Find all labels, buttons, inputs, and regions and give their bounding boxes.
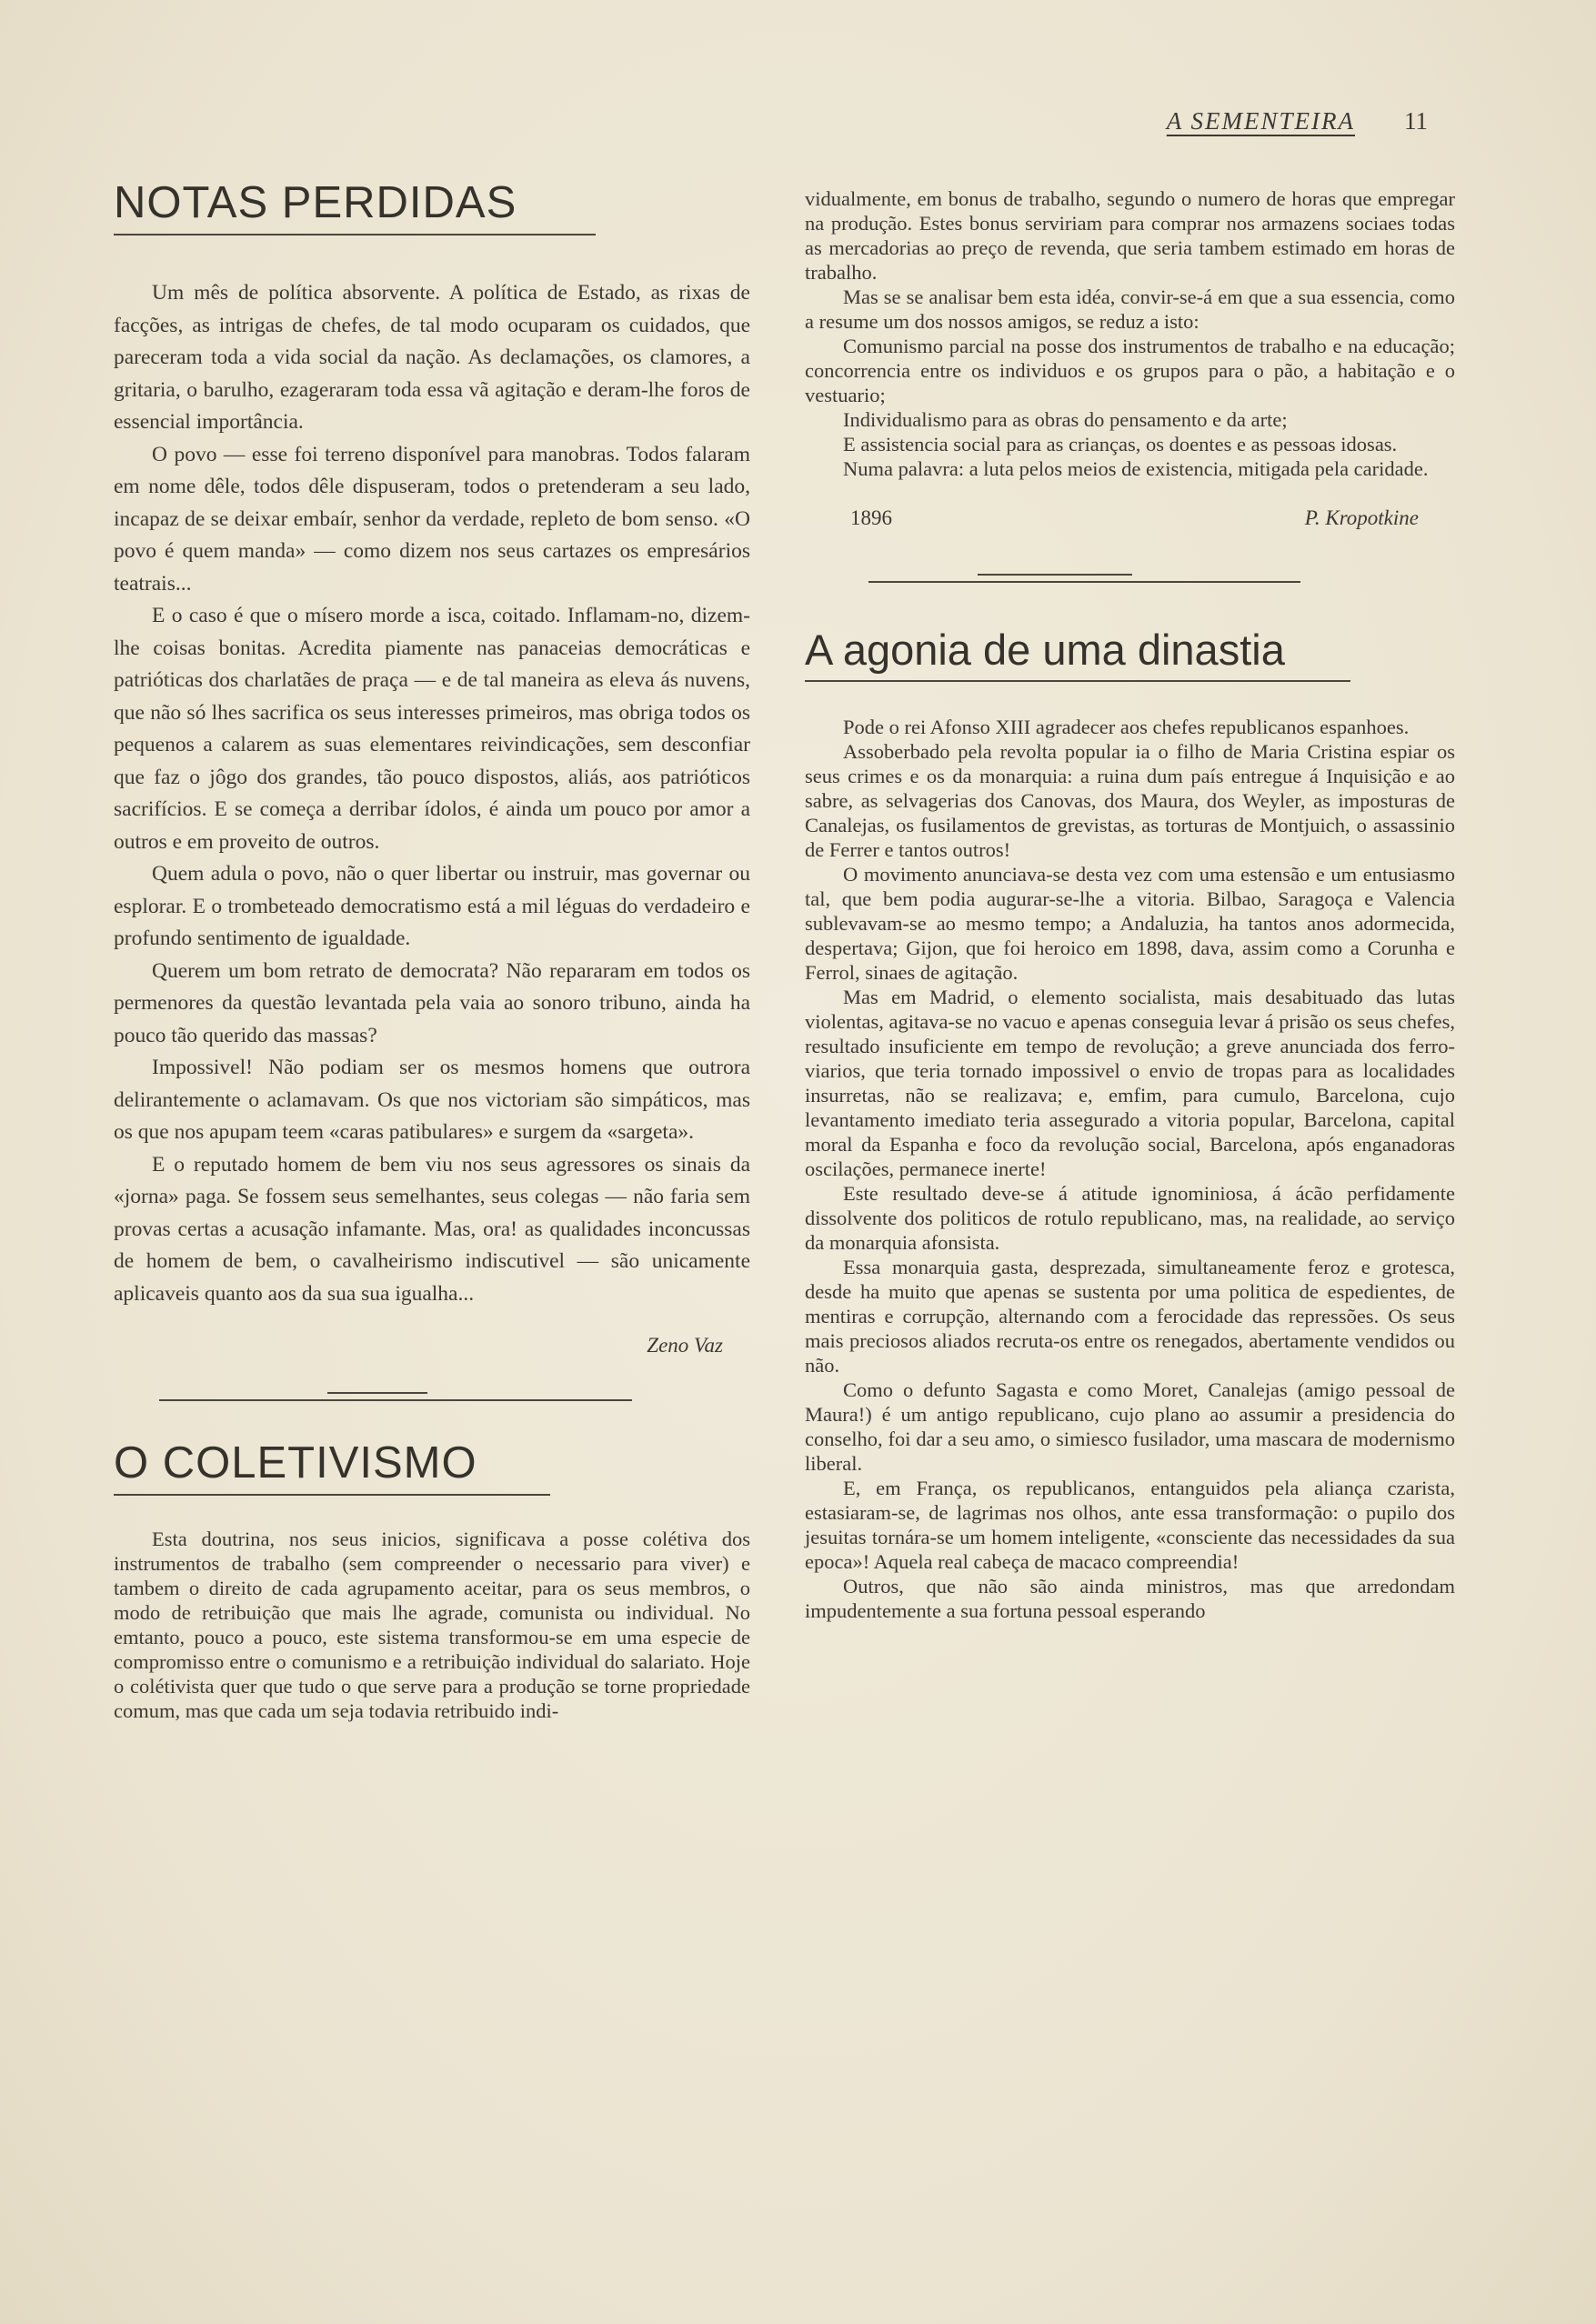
left-column [114,177,750,1723]
paragraph: Essa monarquia gasta, desprezada, simultaneamente feroz e grotesca, desde ha muito que apenas se sustenta por uma politica de espedientes, de mentiras e corrupção, alternando com a ferocidade das repressões. Os seus mais preciosos aliados recruta-os entre os renegados, abertamente vendidos ou não. [805,1256,1455,1377]
paragraph: E assistencia social para as crianças, os doentes e as pessoas idosas. [843,433,1398,456]
paragraph: O movimento anunciava-se desta vez com uma estensão e um entusiasmo tal, que bem podia augurar-se-lhe a vitoria. Bilbao, Saragoça e Valencia sublevavam-se ao mesmo tempo; a Andaluzia, ha tantos anos adormecida, despertava; Gijon, que foi heroico em 1898, dava, assim como a Corunha e Ferrol, sinaes de agitação. [805,863,1455,984]
paragraph: E o reputado homem de bem viu nos seus agressores os sinais da «jorna» paga. Se fossem seus semelhantes, seus colegas — não faria sem provas certas a acusação infamante. Mas, ora! as qualidades inconcussas de homem de bem, o cavalheirismo indiscutivel — são unicamente aplicaveis quanto aos da sua sua igualha... [114,1152,750,1306]
article-year: 1896 [850,506,892,529]
paragraph: Comunismo parcial na posse dos instrumentos de trabalho e na educação; concorrencia entre os individuos e os grupos para o pão, a habitação e o vestuario; [805,335,1455,406]
article-body [114,277,750,1310]
paragraph: E, em França, os republicanos, entanguidos pela aliança czarista, estasiaram-se, de lagrimas nos olhos, ante essa transformação: o pupilo dos jesuitas tornára-se um homem inteligente, «consciente das necessidades da sua epoca»! Aquela real cabeça de macaco compreendia! [805,1477,1455,1573]
paragraph: Assoberbado pela revolta popular ia o filho de Maria Cristina espiar os seus crimes e os da monarquia: a ruina dum país entregue á Inquisição e ao sabre, as selvagerias dos Canovas, dos Maura, dos Weyler, as imposturas de Canalejas, os fusilamentos de grevistas, as torturas de Montjuich, o assassinio de Ferrer e tantos outros! [805,740,1455,861]
article-body [805,186,1455,481]
paragraph: Esta doutrina, nos seus inicios, significava a posse colétiva dos instrumentos de trabalho (sem compreender o necessario para viver) e tambem o direito de cada agrupamento aceitar, para os seus membros, o modo de retribuição que mais lhe agrade, comunista ou individual. No emtanto, pouco a pouco, este sistema transformou-se em uma especie de compromisso entre o comunismo e a retribuição individual do salariato. Hoje o colétivista quer que tudo o que serve para a produção se torne propriedade comum, mas que cada um seja todavia retribuido indi- [114,1528,750,1722]
article-coletivismo-continued [805,186,1455,530]
divider-line [978,574,1132,576]
section-divider [114,1388,750,1407]
section-divider [805,570,1455,588]
author-signature: P. Kropotkine [1304,506,1419,529]
paragraph: vidualmente, em bonus de trabalho, segundo o numero de horas que empregar na produção. Estes bonus serviriam para comprar nos armazens sociaes todas as mercadorias ao preço de revenda, que seria tambem estimado em horas de trabalho. [805,187,1455,284]
author-signature: Zeno Vaz [647,1334,723,1357]
article-body [114,1527,750,1723]
divider-line [327,1392,427,1394]
article-title: O COLETIVISMO [114,1438,477,1488]
page-number: 11 [1404,107,1428,135]
paragraph: Quem adula o povo, não o quer libertar ou instruir, mas governar ou esplorar. E o trombeteado democratismo está a mil léguas do verdadeiro e profundo sentimento de igualdade. [114,862,750,950]
article-notas-perdidas [114,177,750,1357]
paragraph: Este resultado deve-se á atitude ignominiosa, á ácão perfidamente dissolvente dos politicos de rotulo republicano, mas, na realidade, ao serviço da monarquia afonsista. [805,1182,1455,1254]
title-underline [114,1494,550,1496]
signature-row [805,506,1455,530]
publication-title: A SEMENTEIRA [1166,107,1355,135]
paragraph: E o caso é que o mísero morde a isca, coitado. Inflamam-no, dizem-lhe coisas bonitas. Acredita piamente nas panaceias democráticas e patrióticas dos charlatães de praça — e de tal maneira as eleva ás nuvens, que não só lhes sacrifica os seus interesses primeiros, mas obriga todos os pequenos a calarem as suas elementares reivindicações, sem desconfiar que faz o jôgo dos grandes, tão pouco dispostos, aliás, aos patrióticos sacrifícios. E se começa a derribar ídolos, é ainda um pouco por amor a outros e em proveito de outros. [114,604,750,854]
paragraph: Individualismo para as obras do pensamento e da arte; [843,408,1288,431]
divider-line [868,581,1300,583]
paragraph: Numa palavra: a luta pelos meios de existencia, mitigada pela caridade. [843,457,1429,480]
paragraph: Outros, que não são ainda ministros, mas que arredondam impudentemente a sua fortuna pessoal esperando [805,1575,1455,1622]
right-column [805,186,1455,1623]
paragraph: Um mês de política absorvente. A política de Estado, as rixas de facções, as intrigas de chefes, de tal modo ocuparam os cuidados, que pareceram toda a vida social da nação. As declamações, os clamores, a gritaria, o barulho, ezageraram toda essa vã agitação e deram-lhe foros de essencial importância. [114,281,750,434]
paragraph: Mas se se analisar bem esta idéa, convir-se-á em que a sua essencia, como a resume um dos nossos amigos, se reduz a isto: [805,285,1455,333]
article-coletivismo [114,1437,750,1723]
paragraph: Mas em Madrid, o elemento socialista, mais desabituado das lutas violentas, agitava-se no vacuo e apenas conseguia levar á prisão os seus chefes, resultado insuficiente em tempo de revolução; a greve anunciada dos ferro-viarios, que teria tornado impossivel o envio de tropas para as localidades insurretas, não se realizava; e, emfim, para cumulo, Barcelona, cujo levantamento imediato teria assegurado a vitoria popular, Barcelona, capital moral da Espanha e foco da revolução social, Barcelona, após enganadoras oscilações, permanece inerte! [805,986,1455,1180]
article-title: NOTAS PERDIDAS [114,178,517,227]
title-underline [805,680,1350,682]
paragraph: Pode o rei Afonso XIII agradecer aos chefes republicanos espanhoes. [843,716,1410,738]
divider-line [159,1399,632,1401]
article-agonia [805,625,1455,1623]
paragraph: Como o defunto Sagasta e como Moret, Canalejas (amigo pessoal de Maura!) é um antigo republicano, cujo plano ao assumir a presidencia do conselho, foi dar a seu amo, o simiesco fusilador, uma mascara de modernismo liberal. [805,1378,1455,1475]
article-title: A agonia de uma dinastia [805,626,1285,674]
running-head [1155,107,1428,144]
article-body [805,715,1455,1623]
title-underline [114,234,596,235]
paragraph: Impossivel! Não podiam ser os mesmos homens que outrora delirantemente o aclamavam. Os que nos victoriam são simpáticos, mas os que nos apupam teem «caras patibulares» e surgem da «sargeta». [114,1056,750,1144]
paragraph: Querem um bom retrato de democrata? Não repararam em todos os permenores da questão levantada pela vaia ao sonoro tribuno, ainda ha pouco tão querido das massas? [114,958,750,1047]
paragraph: O povo — esse foi terreno disponível para manobras. Todos falaram em nome dêle, todos dêle dispuseram, todos o pretenderam a seu lado, incapaz de se deixar embaír, senhor da verdade, repleto de bom senso. «O povo é quem manda» — como dizem nos seus cartazes os empresários teatrais... [114,442,750,596]
